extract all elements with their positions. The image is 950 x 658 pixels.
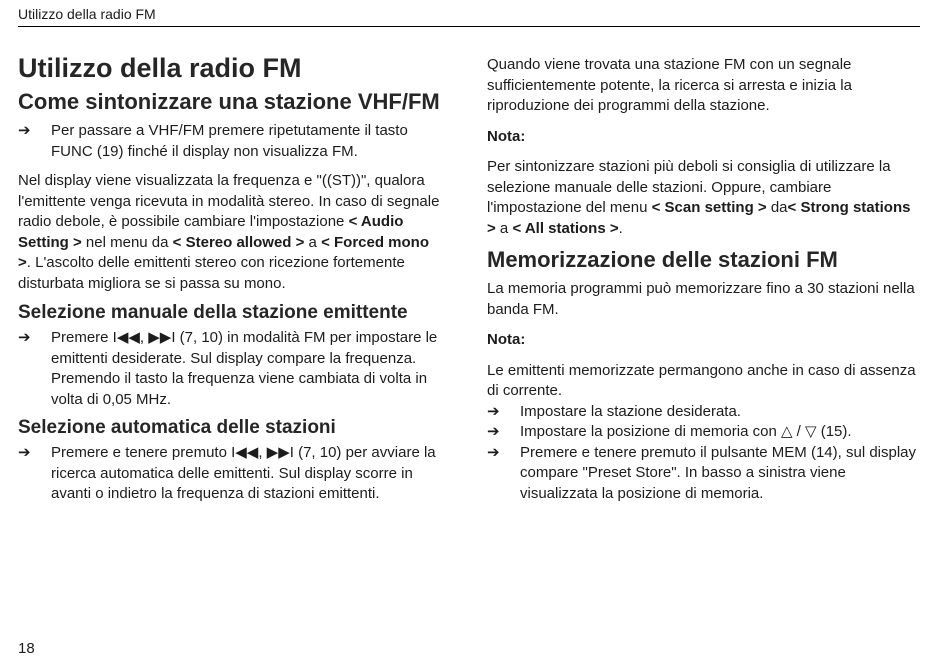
paragraph-stereo: Nel display viene visualizzata la frequenza e "((ST))", qualora l'emittente venga ricevuta in modalità stereo. In caso di segnale radio debole, è possibile cambiare l'impostazione < Audio Setting > nel menu da < Stereo allowed > a < Forced mono >. L'ascolto delle emittenti stereo con ricezione fortemente disturbata migliora se si passa su mono. — [18, 172, 440, 292]
list-item-text: Premere e tenere premuto il pulsante MEM (14), sul display compare "Preset Store". In basso a sinistra viene visualizzata la posizione di memoria. — [520, 443, 917, 502]
menu-term: < Scan setting > — [651, 199, 767, 216]
list-item-text: Impostare la posizione di memoria con △ / ▽ (15). — [520, 423, 852, 440]
list-item-text: Per passare a VHF/FM premere ripetutamente il tasto FUNC (19) finché il display non visualizza FM. — [51, 122, 408, 160]
paragraph-weak-stations: Per sintonizzare stazioni più deboli si consiglia di utilizzare la selezione manuale delle stazioni. Oppure, cambiare l'impostazione del menu < Scan setting > da< Strong stations > a < All stations >. — [487, 158, 911, 237]
arrow-right-icon: ➔ — [18, 444, 31, 461]
arrow-right-icon: ➔ — [487, 443, 500, 461]
menu-term: < All stations > — [512, 219, 619, 237]
note-label: Nota: — [487, 127, 526, 145]
list-item — [18, 121, 446, 162]
list-item-text: Premere I◀◀, ▶▶I (7, 10) in modalità FM per impostare le emittenti desiderate. Sul display compare la frequenza. Premendo il tasto la frequenza viene cambiata di volta in volta di 0,05 MHz. — [51, 329, 438, 408]
menu-term: < Audio Setting > — [18, 213, 404, 251]
right-column — [487, 55, 923, 509]
section-heading-memory: Memorizzazione delle stazioni FM — [487, 247, 838, 272]
left-column — [18, 52, 446, 510]
page-number: 18 — [18, 640, 35, 657]
paragraph-power-loss: Le emittenti memorizzate permangono anche in caso di assenza di corrente. — [487, 361, 916, 399]
section-heading-tuning: Come sintonizzare una stazione VHF/FM — [18, 89, 440, 114]
menu-term: < Strong stations > — [487, 199, 911, 237]
running-header: Utilizzo della radio FM — [18, 5, 920, 27]
menu-term: < Forced mono > — [18, 233, 430, 271]
menu-term: < Stereo allowed > — [172, 233, 305, 251]
list-item — [18, 443, 446, 505]
list-item — [487, 422, 923, 443]
arrow-right-icon: ➔ — [487, 402, 500, 420]
list-item-text: Impostare la stazione desiderata. — [520, 402, 741, 420]
list-item — [18, 328, 446, 410]
paragraph-memory-capacity: La memoria programmi può memorizzare fino a 30 stazioni nella banda FM. — [487, 280, 915, 318]
arrow-right-icon: ➔ — [18, 122, 31, 139]
paragraph-search-stop: Quando viene trovata una stazione FM con un segnale sufficientemente potente, la ricerca si arresta e inizia la riproduzione dei programmi della stazione. — [487, 56, 852, 114]
section-heading-manual: Selezione manuale della stazione emittente — [18, 302, 408, 323]
page-title: Utilizzo della radio FM — [18, 53, 302, 83]
list-item — [487, 402, 923, 423]
arrow-right-icon: ➔ — [18, 329, 31, 346]
list-item-text: Premere e tenere premuto I◀◀, ▶▶I (7, 10) per avviare la ricerca automatica delle emittenti. Sul display scorre in avanti o indietro la frequenza di stazioni emittenti. — [51, 444, 436, 502]
note-label: Nota: — [487, 331, 526, 348]
section-heading-automatic: Selezione automatica delle stazioni — [18, 417, 336, 438]
list-item — [487, 443, 923, 505]
arrow-right-icon: ➔ — [487, 423, 500, 440]
